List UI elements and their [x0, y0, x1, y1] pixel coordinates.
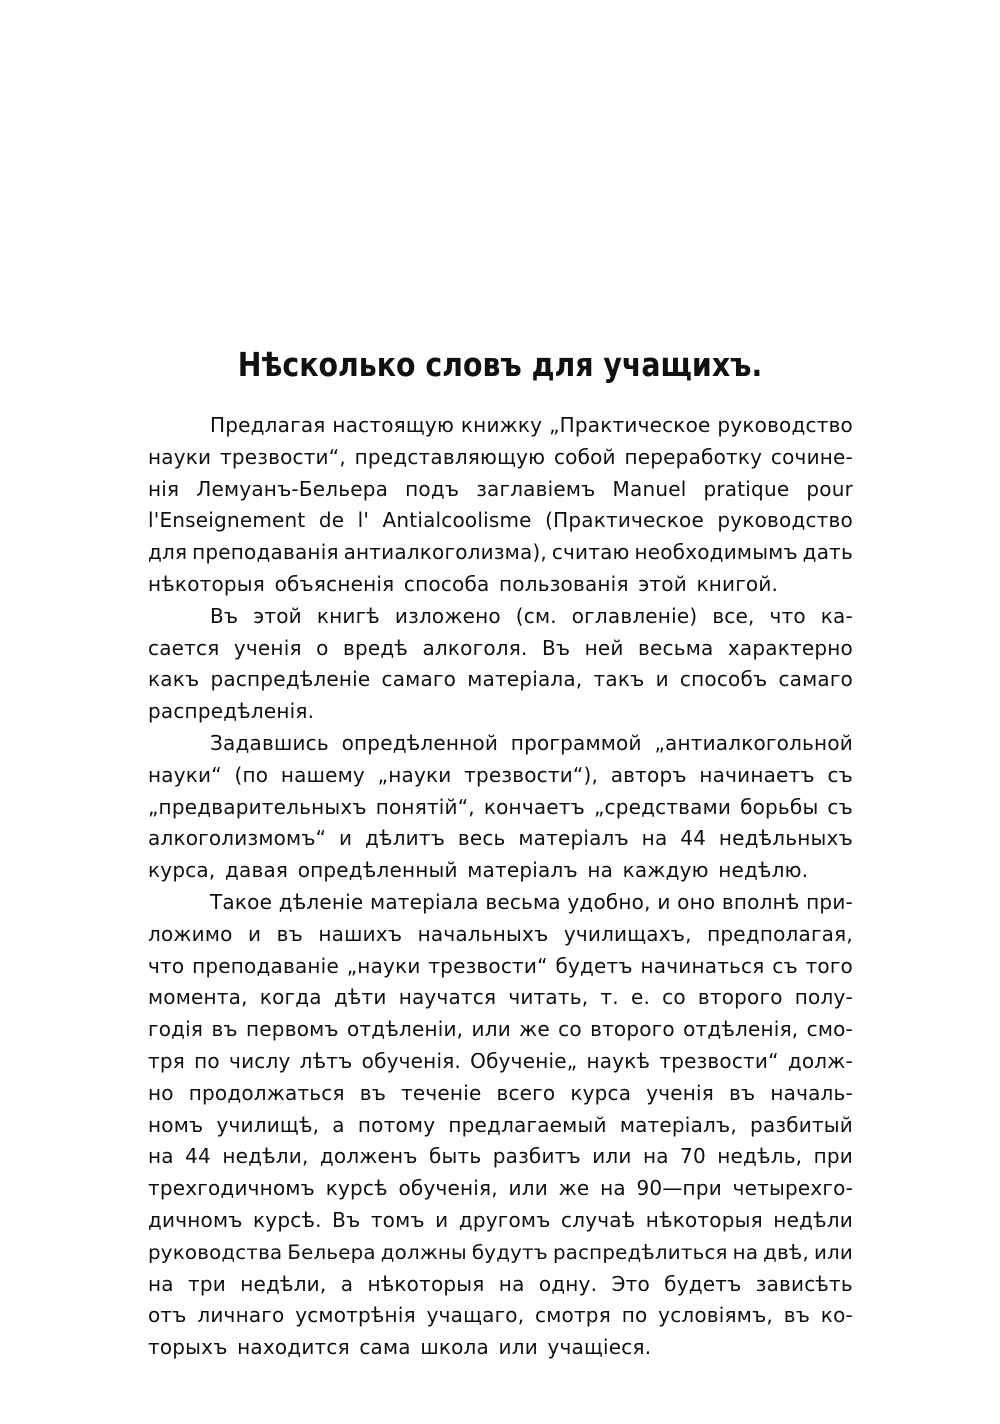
text-line: сается ученія о вредѣ алкоголя. Въ ней весьма характерно	[148, 635, 853, 660]
text-line: трехгодичномъ курсѣ обученія, или же на 90—при четырехго-	[148, 1176, 853, 1201]
text-line: курса, давая опредѣленный матеріалъ на каждую недѣлю.	[148, 858, 809, 883]
page-title: Нѣсколько словъ для учащихъ.	[237, 345, 763, 384]
text-line: тря по числу лѣтъ обученія. Обученіе„ наукѣ трезвости“ долж-	[148, 1048, 853, 1073]
text-line: торыхъ находится сама школа или учащіеся.	[148, 1335, 652, 1360]
text-line: руководства Бельера должны будутъ распредѣлиться на двѣ, или	[148, 1240, 853, 1264]
text-line: нѣкоторыя объясненія способа пользованія этой книгой.	[148, 571, 779, 596]
text-line: ложимо и въ нашихъ начальныхъ училищахъ, предполагая,	[148, 921, 853, 946]
text-line: Предлагая настоящую книжку „Практическое руководство	[210, 413, 853, 437]
text-line: Въ этой книгѣ изложено (см. оглавленіе) все, что ка-	[210, 603, 853, 628]
text-line: науки“ (по нашему „науки трезвости“), авторъ начинаетъ съ	[148, 762, 853, 787]
text-line: Задавшись опредѣленной программой „антиалкогольной	[210, 730, 853, 755]
text-line: на три недѣли, а нѣкоторыя на одну. Это будетъ зависѣть	[148, 1271, 853, 1296]
text-line: какъ распредѣленіе самаго матеріала, такъ и способъ самаго	[148, 667, 853, 692]
text-line: науки трезвости“, представляющую собой переработку сочине-	[148, 444, 853, 469]
text-line: распредѣленія.	[148, 699, 315, 724]
text-line: для преподаванія антиалкоголизма), считаю необходимымъ дать	[148, 540, 853, 565]
text-line: дичномъ курсѣ. Въ томъ и другомъ случаѣ нѣкоторыя недѣли	[148, 1207, 853, 1232]
text-line: на 44 недѣли, долженъ быть разбитъ или на 70 недѣль, при	[148, 1144, 853, 1169]
text-line: l'Enseignement de l' Antialcoolisme (Практическое руководство	[148, 508, 853, 533]
text-line: номъ училищѣ, а потому предлагаемый матеріалъ, разбитый	[148, 1112, 853, 1137]
text-line: „предварительныхъ понятій“, кончаетъ „средствами борьбы съ	[148, 794, 853, 819]
text-line: нія Лемуанъ-Бельера подъ заглавіемъ Manuel pratique pour	[148, 476, 853, 501]
body-text	[148, 410, 853, 1364]
text-line: отъ личнаго усмотрѣнія учащаго, смотря по условіямъ, въ ко-	[148, 1303, 853, 1328]
text-line: Такое дѣленіе матеріала весьма удобно, и оно вполнѣ при-	[210, 889, 853, 914]
text-line: что преподаваніе „науки трезвости“ будетъ начинаться съ того	[148, 953, 853, 978]
text-line: момента, когда дѣти научатся читать, т. е. со второго полу-	[148, 985, 853, 1010]
text-line: но продолжаться въ теченіе всего курса ученія въ началь-	[148, 1080, 853, 1105]
text-line: годія въ первомъ отдѣленіи, или же со второго отдѣленія, смо-	[148, 1017, 853, 1042]
text-line: алкоголизмомъ“ и дѣлитъ весь матеріалъ на 44 недѣльныхъ	[148, 826, 853, 851]
